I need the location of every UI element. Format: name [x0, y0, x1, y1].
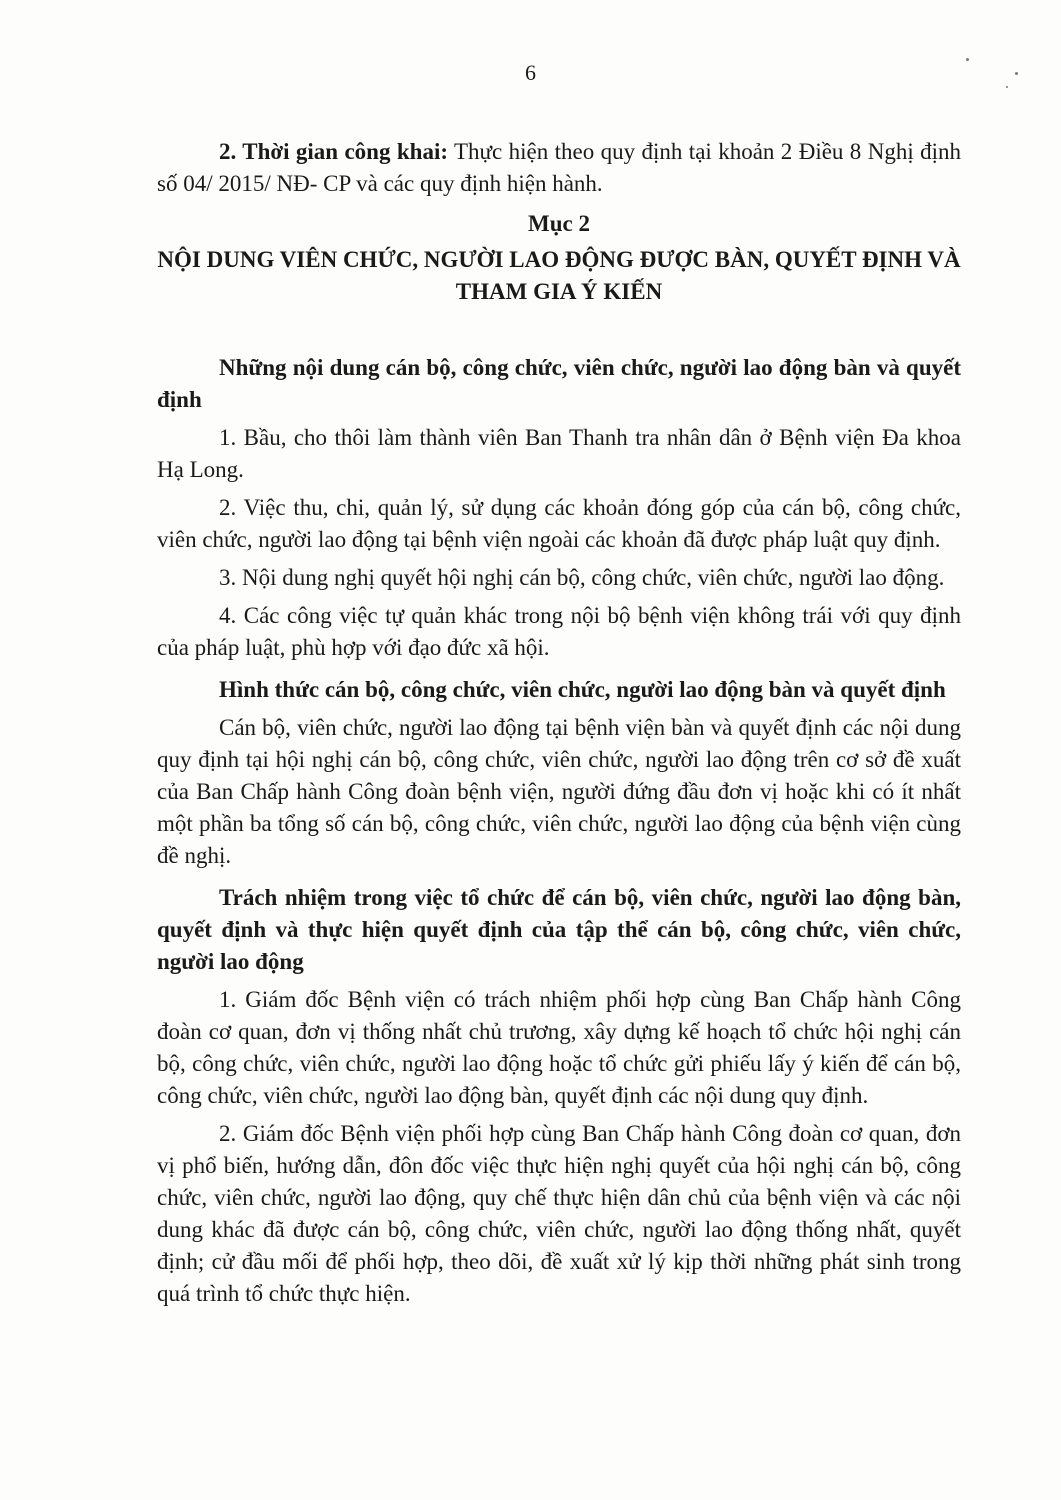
- block-heading-3: Trách nhiệm trong việc tổ chức để cán bộ, viên chức, người lao động bàn, quyết định và thực hiện quyết định của tập thể cán bộ, công chức, viên chức, người lao động: [157, 885, 961, 974]
- block-heading-2: Hình thức cán bộ, công chức, viên chức, người lao động bàn và quyết định: [219, 677, 946, 702]
- intro-paragraph: [157, 136, 961, 200]
- block-2-paragraph: Cán bộ, viên chức, người lao động tại bệnh viện bàn và quyết định các nội dung quy định tại hội nghị cán bộ, công chức, viên chức, người lao động trên cơ sở đề xuất của Ban Chấp hành Công đoàn bệnh viện, người đứng đầu đơn vị hoặc khi có ít nhất một phần ba tổng số cán bộ, công chức, viên chức, người lao động của bệnh viện cùng đề nghị.: [157, 715, 961, 868]
- section-title: NỘI DUNG VIÊN CHỨC, NGƯỜI LAO ĐỘNG ĐƯỢC BÀN, QUYẾT ĐỊNH VÀ THAM GIA Ý KIẾN: [157, 247, 961, 304]
- block-3-paragraph: 2. Giám đốc Bệnh viện phối hợp cùng Ban Chấp hành Công đoàn cơ quan, đơn vị phổ biến, hướng dẫn, đôn đốc việc thực hiện nghị quyết của hội nghị cán bộ, công chức, viên chức, người lao động, quy chế thực hiện dân chủ của bệnh viện và các nội dung khác đã được cán bộ, công chức, viên chức, người lao động thống nhất, quyết định; cử đầu mối để phối hợp, theo dõi, đề xuất xử lý kịp thời những phát sinh trong quá trình tổ chức thực hiện.: [157, 1121, 961, 1306]
- block-1-paragraph: 2. Việc thu, chi, quản lý, sử dụng các khoản đóng góp của cán bộ, công chức, viên chức, người lao động tại bệnh viện ngoài các khoản đã được pháp luật quy định.: [157, 495, 961, 552]
- document-body: [157, 136, 961, 1316]
- block-heading-1: Những nội dung cán bộ, công chức, viên chức, người lao động bàn và quyết định: [157, 355, 961, 412]
- section-label: Mục 2: [528, 211, 590, 236]
- scan-speck: [1006, 86, 1008, 88]
- block-3-paragraph: 1. Giám đốc Bệnh viện có trách nhiệm phối hợp cùng Ban Chấp hành Công đoàn cơ quan, đơn vị thống nhất chủ trương, xây dựng kế hoạch tổ chức hội nghị cán bộ, công chức, viên chức, người lao động hoặc tổ chức gửi phiếu lấy ý kiến để cán bộ, công chức, viên chức, người lao động bàn, quyết định các nội dung quy định.: [157, 987, 961, 1108]
- block-1-paragraph: 4. Các công việc tự quản khác trong nội bộ bệnh viện không trái với quy định của pháp luật, phù hợp với đạo đức xã hội.: [157, 603, 961, 660]
- intro-bold-lead: 2. Thời gian công khai:: [219, 139, 449, 164]
- intro-text: Thực hiện theo quy định tại khoản 2 Điều 8 Nghị định số 04/ 2015/ NĐ- CP và các quy định hiện hành.: [157, 139, 961, 196]
- block-1-paragraph: 1. Bầu, cho thôi làm thành viên Ban Thanh tra nhân dân ở Bệnh viện Đa khoa Hạ Long.: [157, 425, 961, 482]
- block-1-paragraph: 3. Nội dung nghị quyết hội nghị cán bộ, công chức, viên chức, người lao động.: [219, 565, 945, 590]
- page-number: 6: [525, 60, 536, 85]
